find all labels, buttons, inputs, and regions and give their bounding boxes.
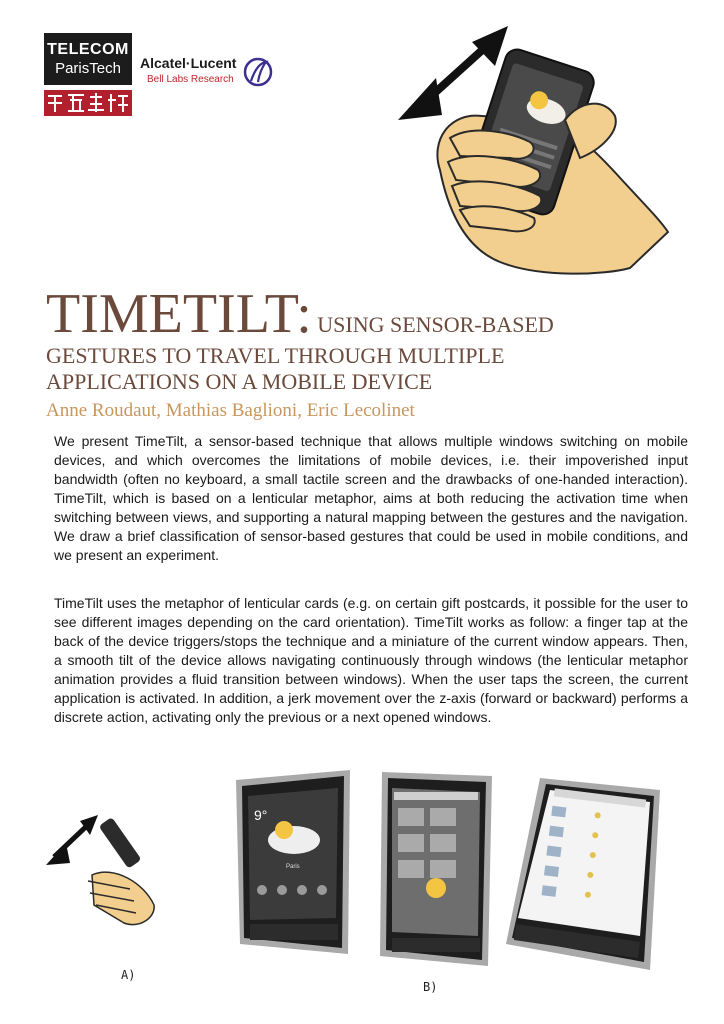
abstract-paragraph-2: TimeTilt uses the metaphor of lenticular cards (e.g. on certain gift postcards, it possible for the user to see different images depending on the card orientation). TimeTilt works as follow: a finger tap at the back of the device triggers/stops the technique and a miniature of the current window appears. Then, a smooth tilt of the device allows navigating continuously through windows (the lenticular metaphor animation provides a fluid transition between windows). When the user taps the screen, the current application is activated. In addition, a jerk movement over the z-axis (forward or backward) performs a discrete action, activating only the previous or a next opened windows. [54, 595, 688, 725]
telecom-glyph-bar [44, 90, 132, 116]
alcatel-lucent-logo [140, 53, 275, 93]
phone-screenshot-transition [376, 768, 498, 972]
alcatel-logo-subtitle: Bell Labs Research [147, 74, 234, 85]
title-main: TIMETILT: [46, 283, 312, 345]
figure-caption-b: B) [423, 980, 438, 994]
alcatel-swirl-icon [243, 57, 273, 87]
telecom-logo-line2: ParisTech [55, 60, 121, 77]
weather-city: Paris [286, 864, 300, 870]
hand-tilting-phone-illustration [390, 20, 680, 282]
telecom-logo-block [44, 33, 132, 85]
authors: Anne Roudaut, Mathias Baglioni, Eric Lecolinet [46, 400, 415, 421]
paper-title [46, 283, 554, 345]
abstract-paragraph-1: We present TimeTilt, a sensor-based technique that allows multiple windows switching on mobile devices, and which overcomes the limitations of mobile devices, i.e. their impoverished input bandwidth (often no keyboard, a small tactile screen and the drawbacks of one-handed interaction). TimeTilt, which is based on a lenticular metaphor, aims at both reducing the activation time when switching between views, and supporting a natural mapping between the gestures and the navigation. We draw a brief classification of sensor-based gestures that could be used in mobile conditions, and we present an experiment. [54, 433, 688, 563]
telecom-paristech-logo [44, 33, 132, 117]
small-hand-tilt-illustration [44, 805, 164, 935]
phone-screenshot-browser [500, 772, 670, 972]
title-line2: GESTURES TO TRAVEL THROUGH MULTIPLE [46, 343, 505, 368]
alcatel-logo-name: Alcatel·Lucent [140, 55, 237, 71]
weather-temp: 9° [254, 807, 268, 823]
phone-screenshot-weather [232, 768, 354, 960]
title-line1-rest: USING SENSOR-BASED [311, 312, 554, 337]
figure-caption-a: A) [121, 968, 136, 982]
telecom-logo-line1: TELECOM [47, 41, 129, 58]
title-line3: APPLICATIONS ON A MOBILE DEVICE [46, 369, 433, 394]
